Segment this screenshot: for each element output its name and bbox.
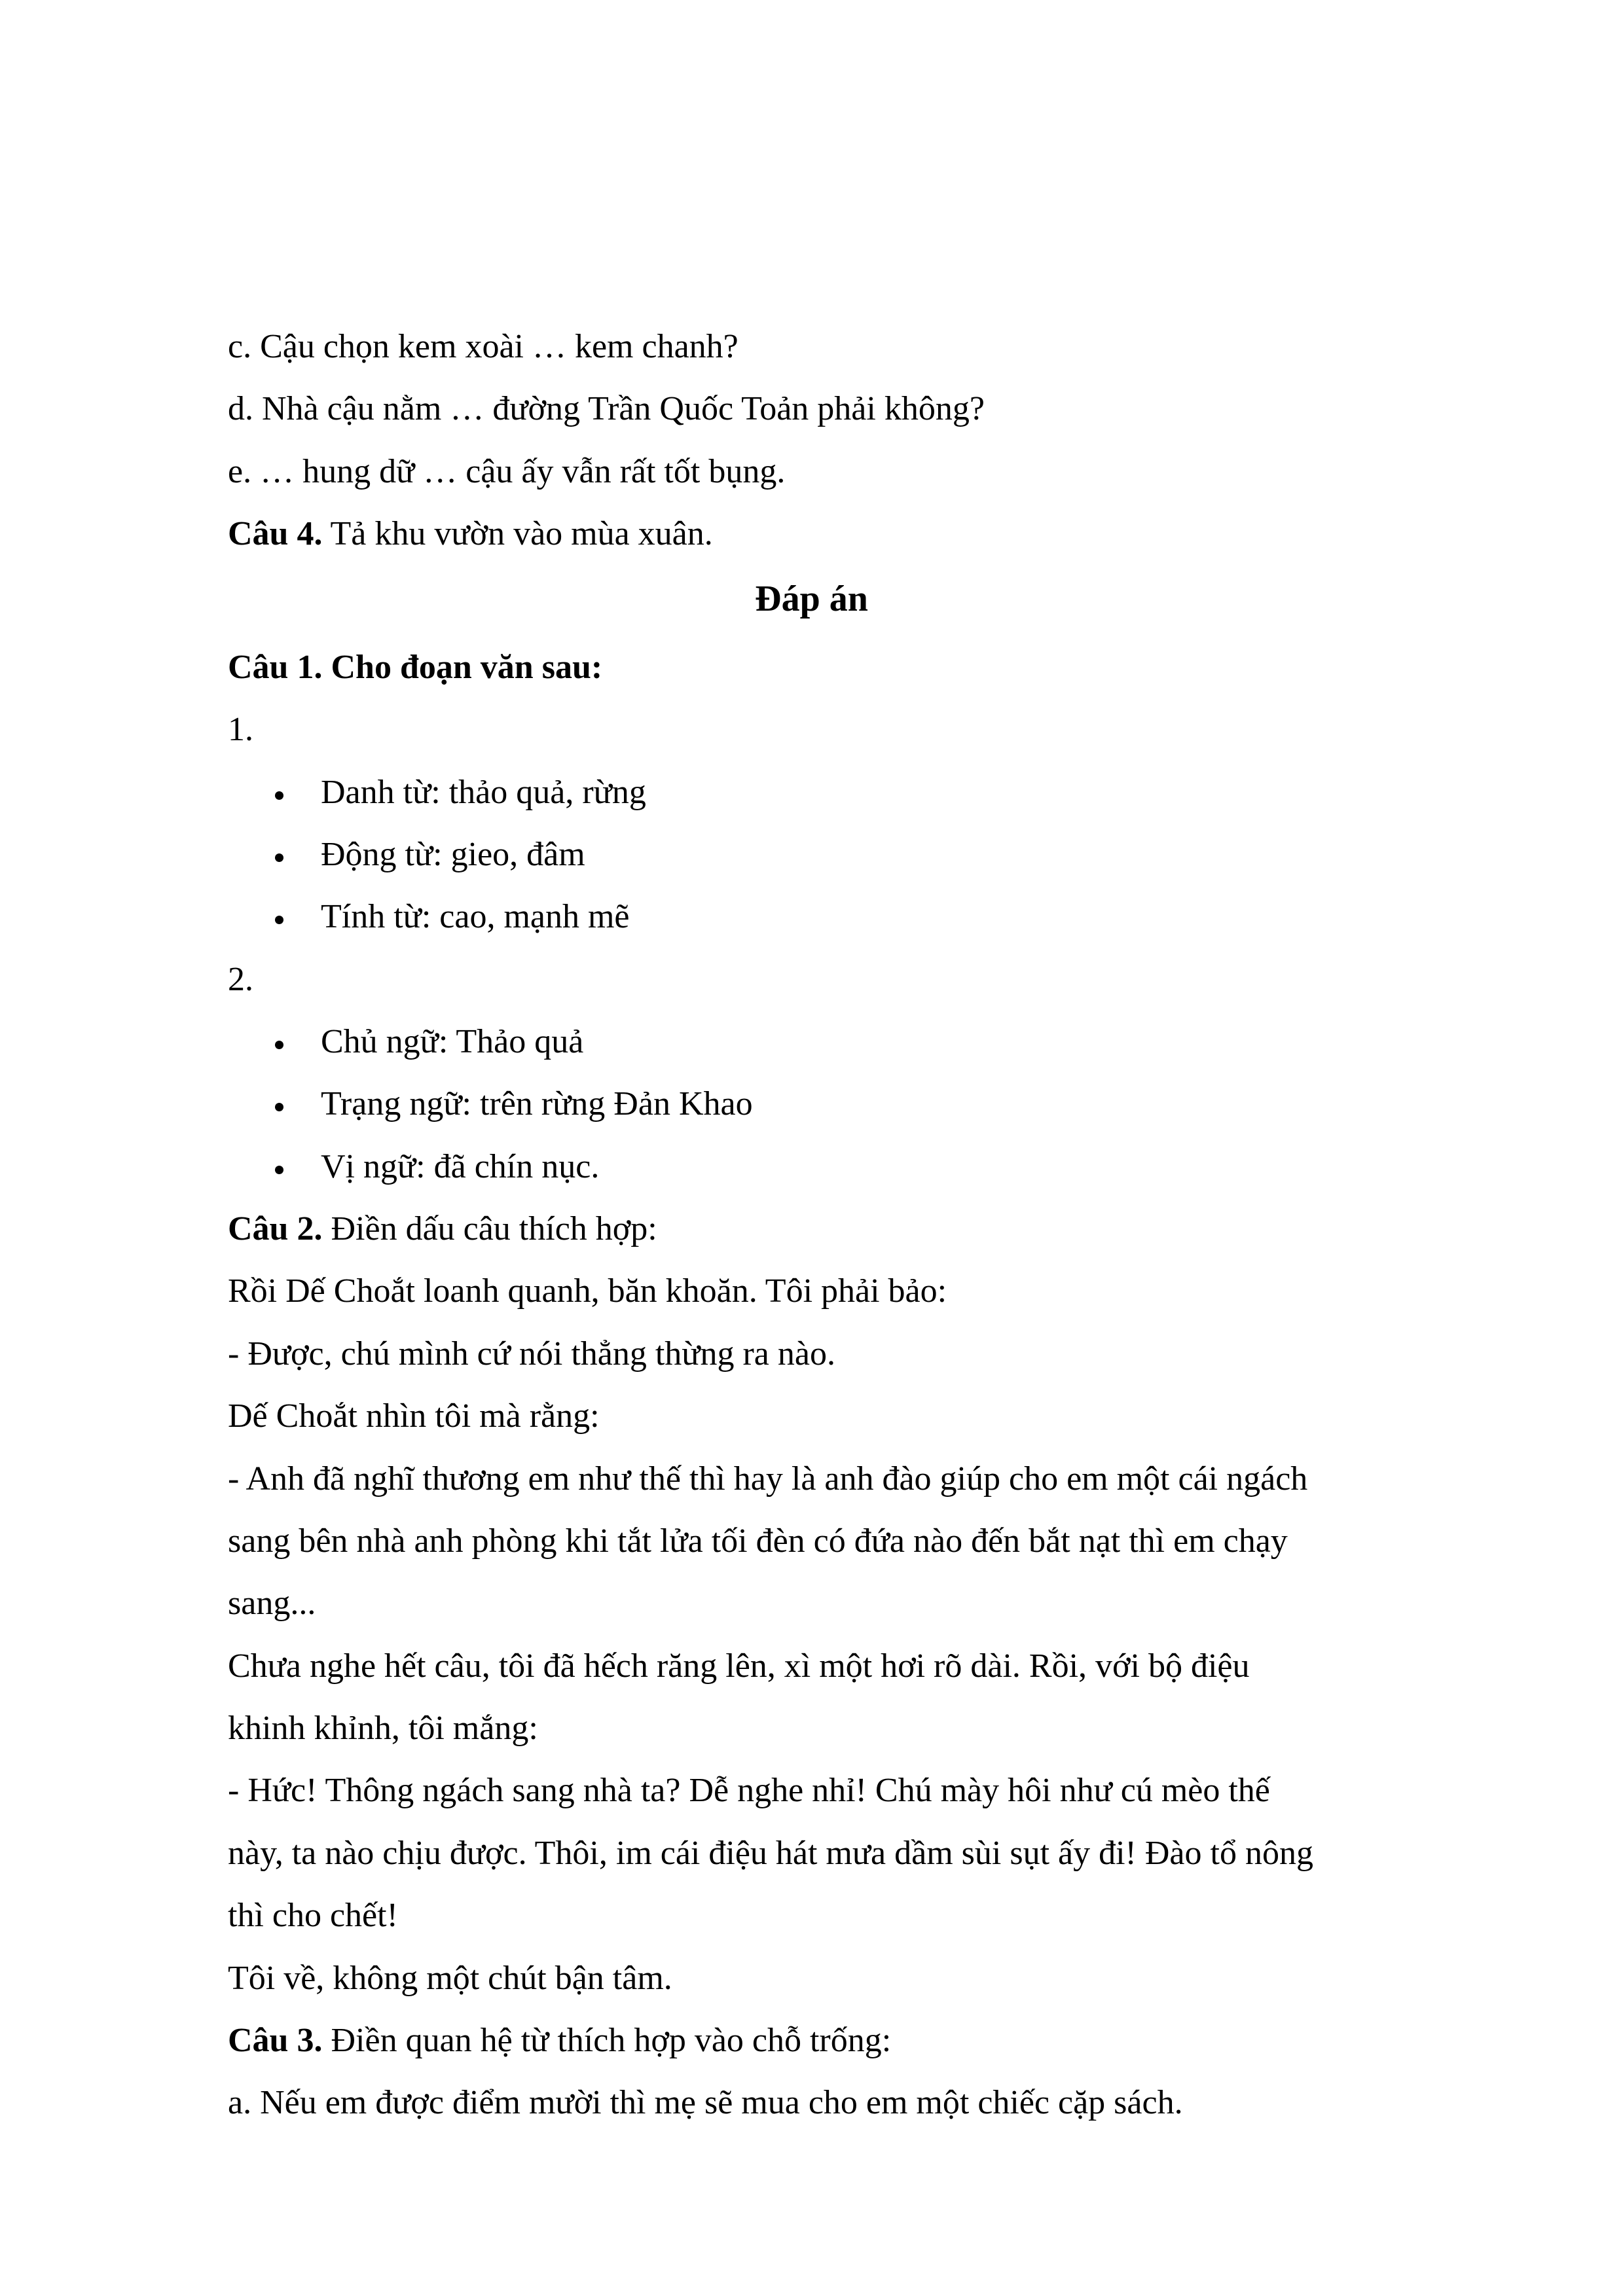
answer-2-text: Điền dấu câu thích hợp:: [322, 1210, 657, 1247]
answer-3a: a. Nếu em được điểm mười thì mẹ sẽ mua cho em một chiếc cặp sách.: [228, 2084, 1183, 2121]
answer-3-label: Câu 3.: [228, 2022, 323, 2059]
answer-1-heading: Câu 1. Cho đoạn văn sau:: [228, 649, 603, 686]
passage-line: Dế Choắt nhìn tôi mà rằng:: [228, 1397, 600, 1435]
question-3d: d. Nhà cậu nằm … đường Trần Quốc Toản phải không?: [228, 390, 985, 427]
list-item: Tính từ: cao, mạnh mẽ: [321, 898, 630, 935]
passage-line: - Hức! Thông ngách sang nhà ta? Dễ nghe nhỉ! Chú mày hôi như cú mèo thế: [228, 1772, 1270, 1809]
bullet-icon: [275, 832, 283, 878]
bullet-icon: [275, 1019, 283, 1065]
passage-line: sang...: [228, 1585, 316, 1622]
passage-line: sang bên nhà anh phòng khi tắt lửa tối đèn có đứa nào đến bắt nạt thì em chạy: [228, 1522, 1288, 1560]
passage-line: - Anh đã nghĩ thương em như thế thì hay là anh đào giúp cho em một cái ngách: [228, 1460, 1308, 1498]
passage-line: Rồi Dế Choắt loanh quanh, băn khoăn. Tôi phải bảo:: [228, 1272, 947, 1310]
passage-line: Tôi về, không một chút bận tâm.: [228, 1960, 672, 1997]
answer-2-label: Câu 2.: [228, 1210, 323, 1247]
passage-line: Chưa nghe hết câu, tôi đã hếch răng lên, xì một hơi rõ dài. Rồi, với bộ điệu: [228, 1647, 1250, 1685]
answer-2-heading: [228, 1206, 1406, 1252]
answer-3-heading: [228, 2018, 1406, 2064]
answer-1-part-1-label: 1.: [228, 711, 253, 748]
list-item: Chủ ngữ: Thảo quả: [321, 1023, 584, 1060]
passage-line: này, ta nào chịu được. Thôi, im cái điệu hát mưa dầm sùi sụt ấy đi! Đào tổ nông: [228, 1835, 1313, 1872]
passage-line: thì cho chết!: [228, 1897, 398, 1934]
bullet-icon: [275, 894, 283, 940]
bullet-icon: [275, 1081, 283, 1127]
question-3e: e. … hung dữ … cậu ấy vẫn rất tốt bụng.: [228, 453, 786, 490]
bullet-icon: [275, 770, 283, 816]
question-4-text: Tả khu vườn vào mùa xuân.: [322, 515, 713, 552]
question-4-label: Câu 4.: [228, 515, 323, 552]
question-4: [228, 511, 1406, 557]
list-item: Vị ngữ: đã chín nục.: [321, 1148, 600, 1185]
list-item: Danh từ: thảo quả, rừng: [321, 774, 646, 811]
list-item: Trạng ngữ: trên rừng Đản Khao: [321, 1085, 753, 1122]
list-item: Động từ: gieo, đâm: [321, 836, 585, 873]
answer-title: Đáp án: [755, 579, 868, 619]
bullet-icon: [275, 1144, 283, 1190]
passage-line: - Được, chú mình cứ nói thẳng thừng ra nào.: [228, 1335, 835, 1372]
passage-line: khinh khỉnh, tôi mắng:: [228, 1710, 538, 1747]
question-3c: c. Cậu chọn kem xoài … kem chanh?: [228, 328, 739, 365]
answer-3-text: Điền quan hệ từ thích hợp vào chỗ trống:: [322, 2022, 892, 2059]
answer-1-part-2-label: 2.: [228, 961, 253, 998]
